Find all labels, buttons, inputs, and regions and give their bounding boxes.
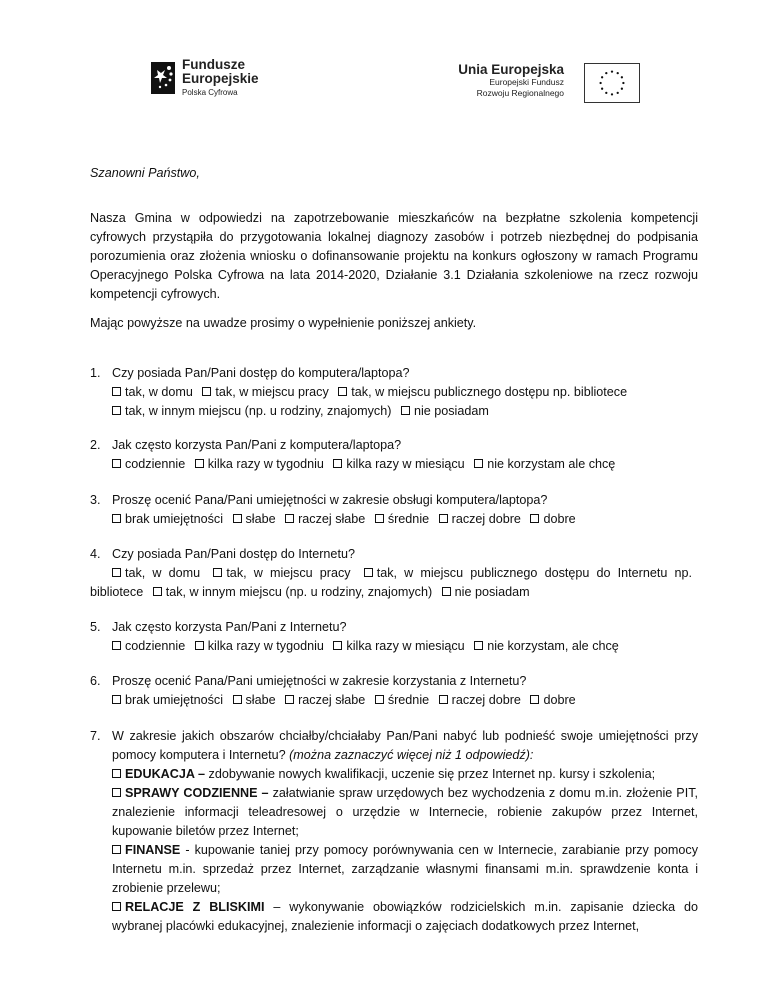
option[interactable]: kilka razy w tygodniu — [195, 639, 324, 653]
question-1 — [90, 364, 698, 421]
option[interactable]: słabe — [233, 693, 276, 707]
checkbox-icon — [195, 641, 204, 650]
option[interactable]: nie korzystam ale chcę — [474, 457, 615, 471]
checkbox-icon — [213, 568, 222, 577]
unia-europejska-logo — [458, 62, 640, 106]
checkbox-icon — [112, 788, 121, 797]
question-text: Proszę ocenić Pana/Pani umiejętności w zakresie obsługi komputera/laptopa? — [112, 493, 548, 507]
fe-logo-line3: Polska Cyfrowa — [182, 88, 238, 97]
checkbox-icon — [233, 695, 242, 704]
option[interactable]: tak, w domu — [112, 385, 193, 399]
option[interactable]: brak umiejętności — [112, 693, 223, 707]
question-text: Czy posiada Pan/Pani dostęp do komputera/laptopa? — [112, 366, 410, 380]
checkbox-icon — [285, 514, 294, 523]
greeting: Szanowni Państwo, — [90, 166, 200, 180]
option[interactable]: dobre — [530, 693, 575, 707]
checkbox-icon — [112, 514, 121, 523]
checkbox-icon — [112, 902, 121, 911]
checkbox-icon — [474, 459, 483, 468]
option[interactable]: codziennie — [112, 457, 185, 471]
option[interactable]: tak, w domu — [112, 566, 200, 580]
checkbox-icon — [338, 387, 347, 396]
question-number: 5. — [90, 620, 101, 634]
option[interactable]: słabe — [233, 512, 276, 526]
fundusze-europejskie-logo — [148, 58, 268, 102]
checkbox-icon — [112, 769, 121, 778]
checkbox-icon — [112, 845, 121, 854]
option[interactable]: nie korzystam, ale chcę — [474, 639, 619, 653]
checkbox-icon — [333, 641, 342, 650]
checkbox-icon — [153, 587, 162, 596]
area-option[interactable]: EDUKACJA – zdobywanie nowych kwalifikacji, uczenie się przez Internet np. kursy i szkolenia; — [112, 765, 698, 784]
option[interactable]: tak, w miejscu pracy — [213, 566, 350, 580]
checkbox-icon — [375, 695, 384, 704]
fe-logo-line2: Europejskie — [182, 71, 259, 86]
checkbox-icon — [233, 514, 242, 523]
checkbox-icon — [112, 695, 121, 704]
question-number: 4. — [90, 547, 101, 561]
question-number: 3. — [90, 493, 101, 507]
option[interactable]: kilka razy w miesiącu — [333, 457, 464, 471]
checkbox-icon — [439, 695, 448, 704]
question-hint: (można zaznaczyć więcej niż 1 odpowiedź): — [289, 748, 534, 762]
question-text: Jak często korzysta Pan/Pani z Internetu? — [112, 620, 347, 634]
question-number: 6. — [90, 674, 101, 688]
option[interactable]: średnie — [375, 512, 429, 526]
area-option[interactable]: FINANSE - kupowanie taniej przy pomocy porównywania cen w Internecie, zarabianie przy pomocy Internetu m.in. sprzedaż przez Internet, zarządzanie własnymi finansami m.in. sprawdzenie konta i zrobienie przelewu; — [112, 843, 699, 895]
option[interactable]: tak, w innym miejscu (np. u rodziny, znajomych) — [153, 585, 432, 599]
checkbox-icon — [112, 568, 121, 577]
question-4 — [90, 545, 698, 602]
option[interactable]: codziennie — [112, 639, 185, 653]
checkbox-icon — [375, 514, 384, 523]
option[interactable]: tak, w miejscu publicznego dostępu np. bibliotece — [338, 385, 627, 399]
option[interactable]: kilka razy w tygodniu — [195, 457, 324, 471]
option[interactable]: kilka razy w miesiącu — [333, 639, 464, 653]
eu-flag-icon — [584, 63, 640, 103]
option[interactable]: średnie — [375, 693, 429, 707]
question-text: Jak często korzysta Pan/Pani z komputera/laptopa? — [112, 438, 402, 452]
option[interactable]: raczej słabe — [285, 693, 365, 707]
question-number: 2. — [90, 438, 101, 452]
question-text: Czy posiada Pan/Pani dostęp do Internetu? — [112, 547, 355, 561]
checkbox-icon — [474, 641, 483, 650]
option-continuation: bibliotece — [90, 585, 144, 599]
ue-logo-line1: Unia Europejska — [458, 62, 564, 77]
option[interactable]: dobre — [530, 512, 575, 526]
checkbox-icon — [333, 459, 342, 468]
question-6 — [90, 672, 698, 710]
checkbox-icon — [202, 387, 211, 396]
question-text: Proszę ocenić Pana/Pani umiejętności w zakresie korzystania z Internetu? — [112, 674, 527, 688]
area-option[interactable]: RELACJE Z BLISKIMI – wykonywanie obowiązków rodzicielskich m.in. zapisanie dziecka do wybranej placówki edukacyjnej, znalezienie informacji o zajęciach dodatkowych przez Internet, — [112, 900, 699, 933]
option[interactable]: raczej słabe — [285, 512, 365, 526]
checkbox-icon — [530, 695, 539, 704]
question-7 — [90, 727, 698, 936]
checkbox-icon — [112, 641, 121, 650]
option[interactable]: raczej dobre — [439, 512, 521, 526]
checkbox-icon — [364, 568, 373, 577]
intro-paragraph: Nasza Gmina w odpowiedzi na zapotrzebowanie mieszkańców na bezpłatne szkolenia kompetencji cyfrowych przystąpiła do przygotowania lokalnej diagnozy zasobów i potrzeb niezbędnej do podpisania porozumienia oraz złożenia wniosku o dofinansowanie projektu na konkurs ogłoszony w ramach Programu Operacyjnego Polska Cyfrowa na lata 2014-2020, Działanie 3.1 Działania szkoleniowe na rzecz rozwoju kompetencji cyfrowych. — [90, 211, 698, 301]
checkbox-icon — [439, 514, 448, 523]
fe-logo-line1: Fundusze — [182, 57, 245, 72]
option[interactable]: tak, w innym miejscu (np. u rodziny, znajomych) — [112, 404, 391, 418]
checkbox-icon — [195, 459, 204, 468]
question-3 — [90, 491, 698, 529]
checkbox-icon — [112, 459, 121, 468]
checkbox-icon — [442, 587, 451, 596]
checkbox-icon — [112, 387, 121, 396]
ue-logo-line2: Europejski Fundusz — [489, 77, 564, 87]
option[interactable]: nie posiadam — [401, 404, 489, 418]
question-number: 7. — [90, 729, 101, 743]
question-number: 1. — [90, 366, 101, 380]
checkbox-icon — [530, 514, 539, 523]
checkbox-icon — [112, 406, 121, 415]
fe-star-icon — [148, 58, 178, 98]
option[interactable]: brak umiejętności — [112, 512, 223, 526]
checkbox-icon — [285, 695, 294, 704]
option[interactable]: raczej dobre — [439, 693, 521, 707]
question-2 — [90, 436, 698, 474]
question-5 — [90, 618, 698, 656]
area-option[interactable]: SPRAWY CODZIENNE – załatwianie spraw urzędowych bez wychodzenia z domu m.in. złożenie PIT, znalezienie informacji teleadresowej o urzędzie w Internecie, robienie zakupów przez Internet, kupowanie biletów przez Internet; — [112, 786, 698, 838]
ue-logo-line3: Rozwoju Regionalnego — [476, 88, 564, 98]
option[interactable]: tak, w miejscu publicznego dostępu do Internetu np. — [364, 566, 692, 580]
survey-note: Mając powyższe na uwadze prosimy o wypełnienie poniższej ankiety. — [90, 316, 477, 330]
checkbox-icon — [401, 406, 410, 415]
question-text: W zakresie jakich obszarów chciałby/chciałaby Pan/Pani nabyć lub podnieść swoje umiejętności przy pomocy komputera i Internetu? (można zaznaczyć więcej niż 1 odpowiedź): — [112, 729, 698, 762]
option[interactable]: tak, w miejscu pracy — [202, 385, 328, 399]
option[interactable]: nie posiadam — [442, 585, 530, 599]
